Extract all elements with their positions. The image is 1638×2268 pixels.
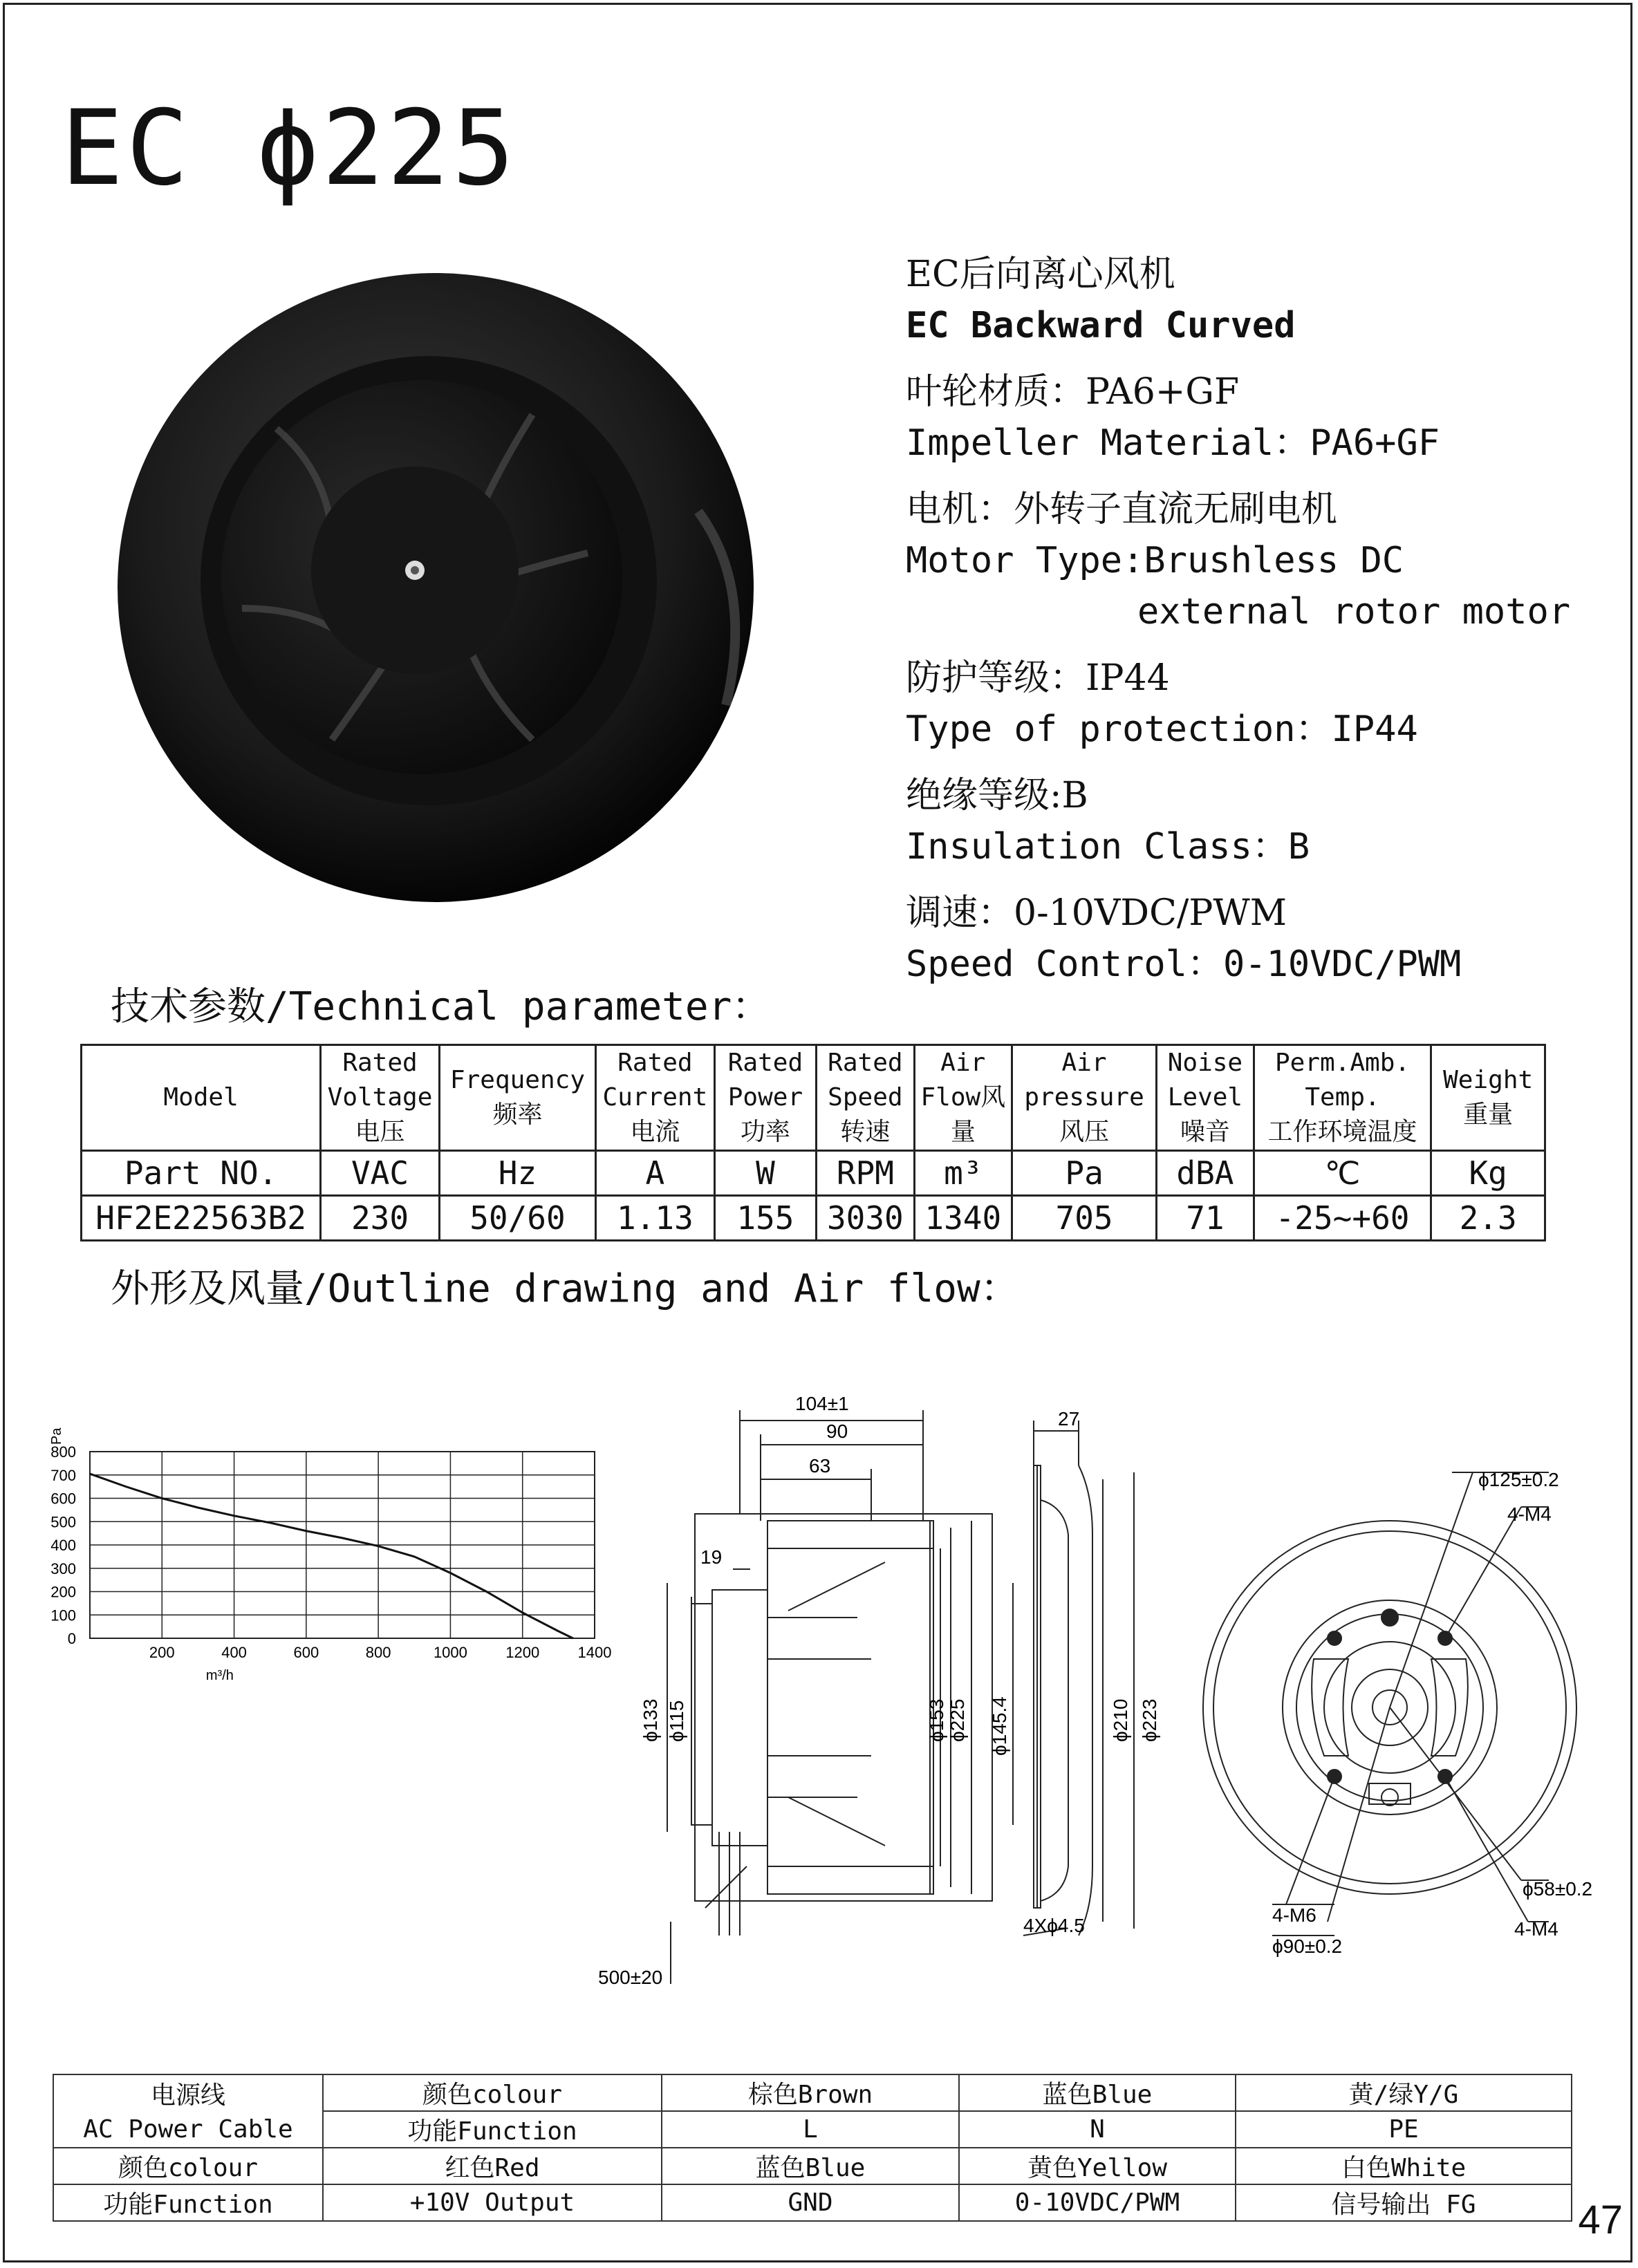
dim-m4-bottom: 4-M4	[1514, 1918, 1558, 1940]
cable-row-3	[53, 2148, 1572, 2184]
chart-x-tick-label: 400	[221, 1644, 247, 1661]
spec-motor-en-2: external rotor motor	[1137, 591, 1571, 632]
table-header-text: Power	[727, 1083, 803, 1112]
table-header-text: 频率	[492, 1100, 543, 1129]
table-header-cell	[82, 1045, 321, 1151]
cable-cell: GND	[662, 2184, 959, 2221]
technical-parameter-title: 技术参数/Technical parameter：	[111, 984, 771, 1029]
table-header-row	[82, 1045, 1545, 1151]
cable-row-4	[53, 2184, 1572, 2221]
table-value-cell: 155	[714, 1196, 816, 1241]
cable-cell: 黄/绿Y/G	[1236, 2074, 1572, 2111]
chart-x-axis-label: m³/h	[205, 1668, 234, 1683]
table-header-cell	[1254, 1045, 1431, 1151]
chart-y-tick-label: 200	[50, 1583, 76, 1601]
spec-list	[906, 249, 1597, 990]
table-unit-cell: m³	[914, 1151, 1012, 1196]
chart-y-tick-label: 600	[50, 1490, 76, 1508]
dim-27: 27	[1058, 1408, 1080, 1430]
dim-pcd58: ϕ58±0.2	[1523, 1878, 1593, 1900]
dim-133: ϕ133	[640, 1698, 661, 1742]
table-header-text: Voltage	[327, 1083, 433, 1112]
table-header-text: Noise	[1167, 1049, 1243, 1077]
spec-motor-en-1: Motor Type:Brushless DC	[906, 540, 1404, 581]
fan-product-image	[104, 263, 767, 926]
table-value-cell: 50/60	[439, 1196, 595, 1241]
table-value-cell: 1.13	[596, 1196, 715, 1241]
cable-cell: 蓝色Blue	[662, 2148, 959, 2184]
spec-insulation-en: Insulation Class：B	[906, 826, 1310, 868]
spec-type-en: EC Backward Curved	[906, 305, 1296, 346]
table-header-text: 电流	[630, 1118, 680, 1146]
chart-x-tick-label: 1000	[433, 1644, 467, 1661]
table-unit-cell: VAC	[321, 1151, 440, 1196]
table-header-text: 转速	[840, 1118, 891, 1146]
table-header-cell	[439, 1045, 595, 1151]
cable-row-2	[53, 2111, 1572, 2148]
cable-cell: PE	[1236, 2111, 1572, 2148]
spec-impeller-en: Impeller Material：PA6+GF	[906, 422, 1440, 464]
spec-motor-cn: 电机：外转子直流无刷电机	[906, 489, 1338, 530]
table-header-cell	[596, 1045, 715, 1151]
table-header-text: 噪音	[1180, 1118, 1230, 1146]
spec-protection-en: Type of protection：IP44	[906, 709, 1418, 750]
table-header-cell	[914, 1045, 1012, 1151]
product-title: EC ϕ225	[61, 88, 518, 209]
dim-104: 104±1	[795, 1393, 849, 1414]
dim-cable-length: 500±20	[598, 1967, 663, 1988]
cable-cell: 颜色colour	[323, 2074, 662, 2111]
cable-cell: L	[662, 2111, 959, 2148]
table-header-text: Frequency	[449, 1066, 585, 1094]
dim-19: 19	[700, 1546, 723, 1568]
cable-cell: 0-10VDC/PWM	[959, 2184, 1236, 2221]
table-header-text: Model	[163, 1083, 239, 1112]
table-header-cell	[714, 1045, 816, 1151]
cable-row-1	[53, 2074, 1572, 2111]
chart-y-axis-label: Pa	[49, 1427, 64, 1445]
cable-cell: N	[959, 2111, 1236, 2148]
table-unit-cell: Hz	[439, 1151, 595, 1196]
table-header-text: 电压	[355, 1118, 405, 1146]
spec-impeller-cn: 叶轮材质：PA6+GF	[906, 371, 1240, 413]
table-header-cell	[321, 1045, 440, 1151]
dim-115: ϕ115	[666, 1700, 687, 1742]
table-value-cell: -25~+60	[1254, 1196, 1431, 1241]
table-header-text: Weight	[1443, 1066, 1534, 1094]
table-units-row	[82, 1151, 1545, 1196]
table-unit-cell: Kg	[1431, 1151, 1545, 1196]
chart-x-tick-label: 600	[293, 1644, 319, 1661]
chart-x-tick-label: 800	[365, 1644, 391, 1661]
table-value-cell: 71	[1157, 1196, 1254, 1241]
table-header-text: Flow风	[920, 1083, 1006, 1112]
cable-wiring-table	[53, 2074, 1572, 2222]
table-header-text: Temp.	[1305, 1083, 1380, 1112]
cable-cell: 信号输出 FG	[1236, 2184, 1572, 2221]
spec-insulation-cn: 绝缘等级:B	[906, 775, 1088, 816]
table-header-cell	[1431, 1045, 1545, 1151]
chart-y-tick-label: 800	[50, 1443, 76, 1461]
table-unit-cell: Pa	[1012, 1151, 1157, 1196]
table-header-text: 功率	[740, 1118, 790, 1146]
table-value-cell: 2.3	[1431, 1196, 1545, 1241]
chart-x-tick-label: 1200	[505, 1644, 540, 1661]
dim-pcd125: ϕ125±0.2	[1478, 1469, 1559, 1490]
spec-protection-cn: 防护等级：IP44	[906, 657, 1170, 699]
table-unit-cell: RPM	[817, 1151, 914, 1196]
cable-cell: 棕色Brown	[662, 2074, 959, 2111]
technical-parameter-table	[80, 1044, 1546, 1241]
table-header-text: Air	[940, 1049, 986, 1077]
table-value-cell: 1340	[914, 1196, 1012, 1241]
table-header-text: 风压	[1059, 1118, 1110, 1146]
dim-63: 63	[809, 1455, 831, 1477]
spec-type-cn: EC后向离心风机	[906, 254, 1175, 295]
dim-210: ϕ210	[1110, 1698, 1131, 1742]
chart-x-tick-label: 200	[149, 1644, 175, 1661]
table-header-text: Air	[1061, 1049, 1107, 1077]
table-header-text: Current	[602, 1083, 708, 1112]
table-header-text: 工作环境温度	[1267, 1118, 1417, 1146]
table-header-text: Rated	[828, 1049, 903, 1077]
table-header-cell	[817, 1045, 914, 1151]
dim-m4-top: 4-M4	[1507, 1503, 1552, 1525]
cable-cell: 电源线	[53, 2074, 323, 2111]
dim-m6: 4-M6	[1272, 1904, 1316, 1926]
table-value-cell: 3030	[817, 1196, 914, 1241]
spec-speed-cn: 调速：0-10VDC/PWM	[906, 892, 1287, 934]
side-view-motor	[712, 1590, 767, 1846]
table-header-cell	[1012, 1045, 1157, 1151]
dim-223: ϕ223	[1139, 1698, 1160, 1742]
table-value-cell: 230	[321, 1196, 440, 1241]
table-header-text: Perm.Amb.	[1275, 1049, 1411, 1077]
table-values-row	[82, 1196, 1545, 1241]
table-header-text: Rated	[617, 1049, 693, 1077]
table-value-cell: HF2E22563B2	[82, 1196, 321, 1241]
chart-y-tick-label: 500	[50, 1513, 76, 1531]
table-header-text: 重量	[1463, 1100, 1514, 1129]
table-header-text: Speed	[828, 1083, 903, 1112]
table-value-cell: 705	[1012, 1196, 1157, 1241]
chart-y-tick-label: 300	[50, 1559, 76, 1577]
chart-x-tick-label: 1400	[577, 1644, 612, 1661]
dim-225: ϕ225	[947, 1698, 968, 1742]
page-number: 47	[1578, 2197, 1623, 2242]
table-header-cell	[1157, 1045, 1254, 1151]
table-unit-cell: A	[596, 1151, 715, 1196]
cable-cell: 颜色colour	[53, 2148, 323, 2184]
cable-cell: 红色Red	[323, 2148, 662, 2184]
cable-cell: 蓝色Blue	[959, 2074, 1236, 2111]
dim-holes: 4Xϕ4.5	[1023, 1915, 1085, 1936]
dim-145: ϕ145.4	[989, 1696, 1010, 1756]
cable-cell: 功能Function	[53, 2184, 323, 2221]
table-header-text: Rated	[727, 1049, 803, 1077]
cable-cell: 白色White	[1236, 2148, 1572, 2184]
dim-90: 90	[826, 1421, 848, 1442]
table-header-text: Level	[1167, 1083, 1243, 1112]
table-unit-cell: W	[714, 1151, 816, 1196]
chart-y-tick-label: 0	[67, 1630, 76, 1647]
cable-cell: AC Power Cable	[53, 2111, 323, 2148]
table-unit-cell: Part NO.	[82, 1151, 321, 1196]
dim-153: ϕ153	[926, 1698, 947, 1742]
table-header-text: Rated	[342, 1049, 418, 1077]
airflow-chart	[28, 1427, 636, 1683]
outline-drawing	[581, 1383, 1593, 2005]
dim-pcd90: ϕ90±0.2	[1272, 1936, 1343, 1957]
table-header-text: 量	[950, 1118, 976, 1146]
spec-speed-en: Speed Control：0-10VDC/PWM	[906, 944, 1462, 985]
chart-y-tick-label: 700	[50, 1466, 76, 1484]
cable-cell: 功能Function	[323, 2111, 662, 2148]
cable-cell: 黄色Yellow	[959, 2148, 1236, 2184]
outline-drawing-title: 外形及风量/Outline drawing and Air flow：	[111, 1266, 1019, 1311]
table-header-text: pressure	[1024, 1083, 1144, 1112]
side-view-impeller	[767, 1521, 933, 1894]
table-unit-cell: dBA	[1157, 1151, 1254, 1196]
cable-cell: +10V Output	[323, 2184, 662, 2221]
table-unit-cell: ℃	[1254, 1151, 1431, 1196]
chart-y-tick-label: 400	[50, 1537, 76, 1554]
chart-y-tick-label: 100	[50, 1606, 76, 1624]
